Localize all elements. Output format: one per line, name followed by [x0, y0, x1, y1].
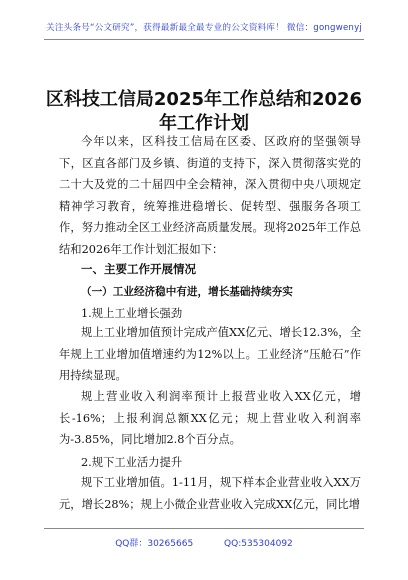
header-note: 关注头条号“公文研究”，获得最新最全最专业的公文资料库！ 微信：gongwenyj — [46, 23, 362, 33]
item-paragraph: 规上工业增加值预计完成产值XX亿元、增长12.3%，全年规上工业增加值增速约为12%以上。工业经济“压舱石”作用持续显现。 — [59, 326, 361, 382]
section-heading: 一、主要工作开展情况 — [81, 262, 196, 276]
item-paragraph: 规上营业收入利润率预计上报营业收入XX亿元，增长-16%；上报利润总额XX亿元；规上营业收入利润率为-3.85%，同比增加2.8个百分点。 — [59, 390, 361, 446]
item-paragraph: 规下工业增加值。1-11月，规下样本企业营业收入XX万元，增长28%；规上小微企业营业收入完成XX亿元，同比增 — [59, 476, 361, 511]
footer-divider — [44, 528, 364, 529]
item-heading: 1.规上工业增长强劲 — [81, 307, 183, 320]
header-divider — [44, 39, 364, 40]
subsection-heading: （一）工业经济稳中有进，增长基础持续夯实 — [81, 286, 293, 298]
item-heading: 2.规下工业活力提升 — [81, 456, 183, 469]
document-title: 区科技工信局2025年工作总结和2026年工作计划 — [45, 89, 363, 134]
footer-qq: QQ:535304092 — [224, 539, 293, 549]
intro-paragraph: 今年以来，区科技工信局在区委、区政府的坚强领导下，区直各部门及乡镇、街道的支持下，深入贯彻落实党的二十大及党的二十届四中全会精神，深入贯彻中央八项规定精神学习教育，统筹推进稳增长、促转型、强服务各项工作，努力推动全区工业经济高质量发展。现将2025年工作总结和2026年工作计划汇报如下： — [59, 135, 361, 256]
footer — [0, 536, 408, 549]
footer-qq-group: QQ群：30265665 — [115, 539, 194, 549]
